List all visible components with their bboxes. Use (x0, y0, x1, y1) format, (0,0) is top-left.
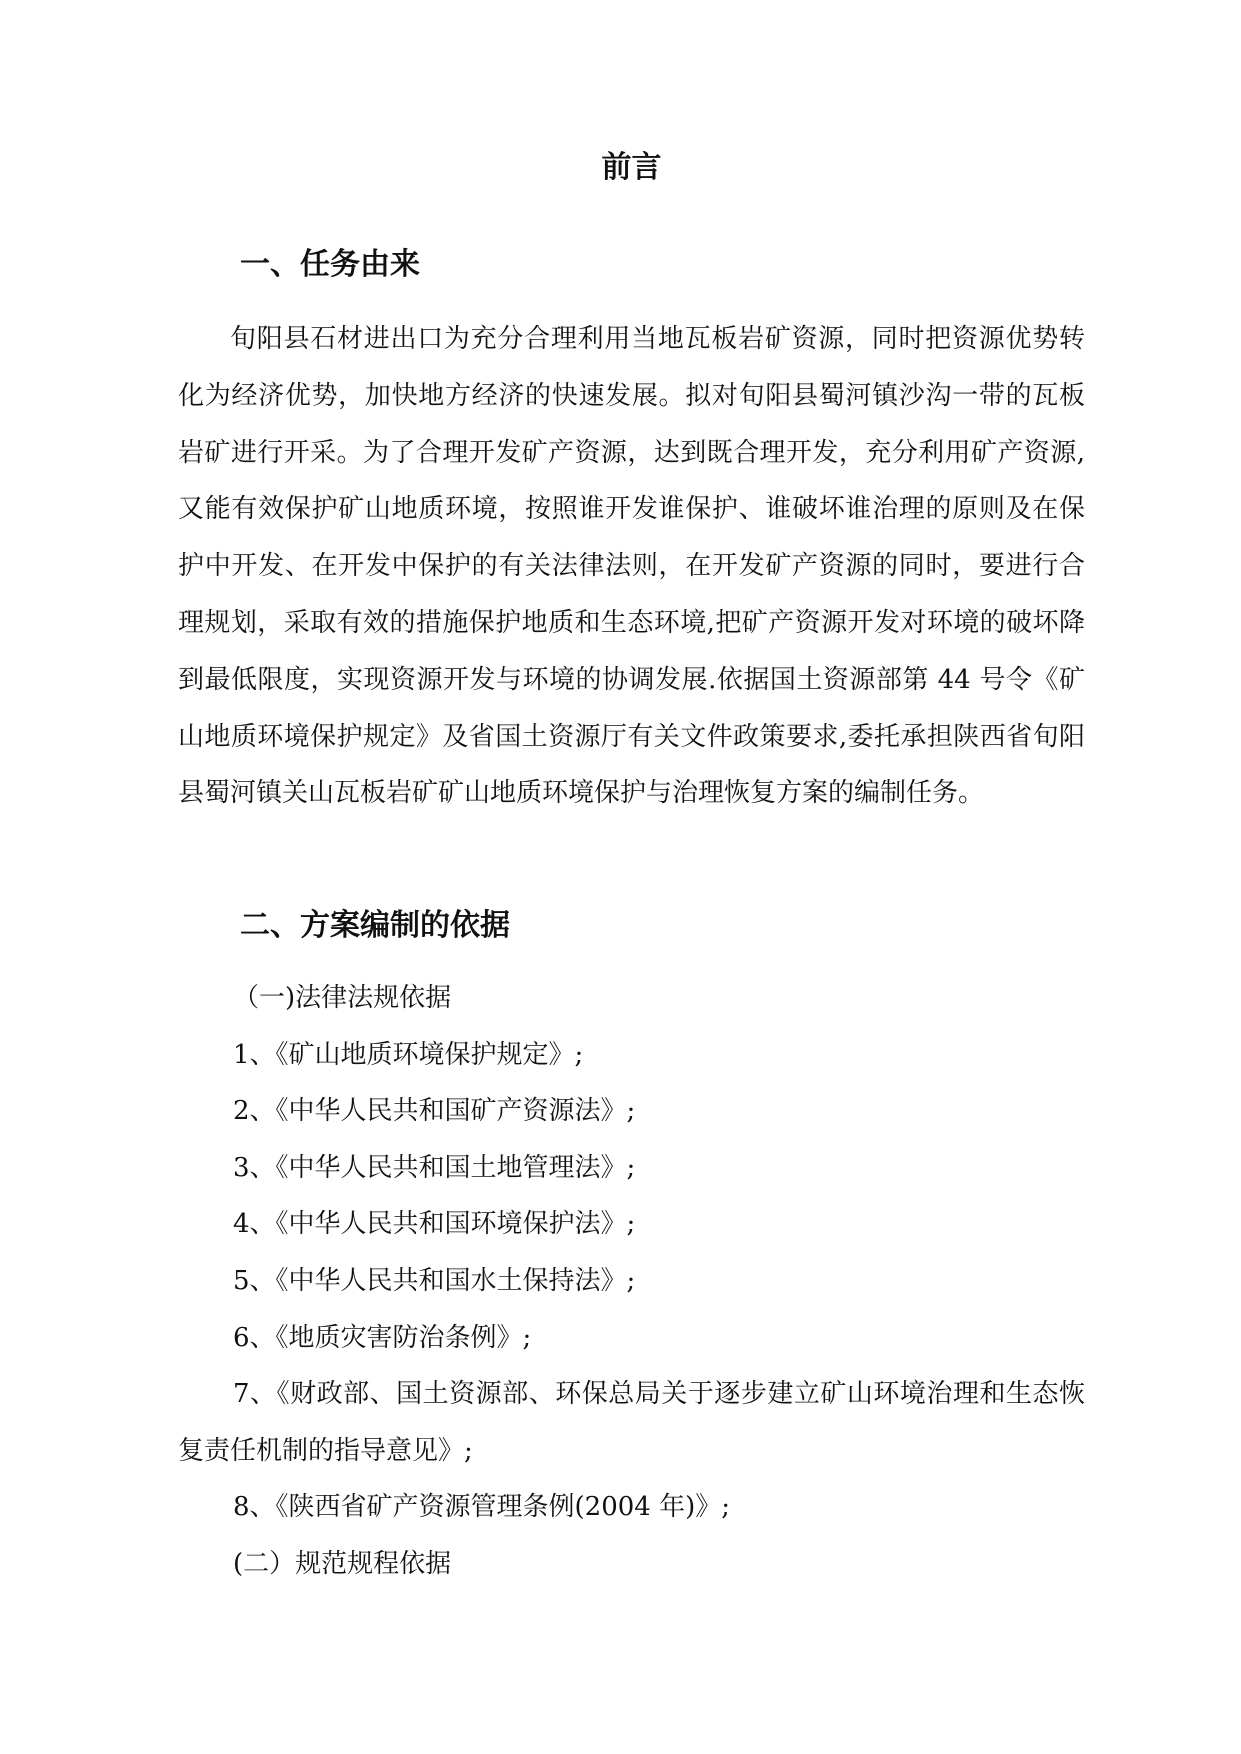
page-title: 前言 (601, 150, 662, 185)
list-item: 7、《财政部、国土资源部、环保总局关于逐步建立矿山环境治理和生态恢复责任机制的指导意见》; (178, 1379, 1085, 1466)
basis-list (178, 970, 1085, 1593)
list-item: 8、《陕西省矿产资源管理条例(2004 年)》; (233, 1492, 731, 1523)
list-item: 4、《中华人民共和国环境保护法》; (233, 1209, 636, 1240)
document-page (178, 0, 1085, 1754)
section-heading-task-origin: 一、任务由来 (240, 247, 420, 282)
list-item: 6、《地质灾害防治条例》; (233, 1322, 532, 1353)
list-item: 1、《矿山地质环境保护规定》; (233, 1039, 584, 1070)
task-origin-paragraph: 旬阳县石材进出口为充分合理利用当地瓦板岩矿资源，同时把资源优势转化为经济优势，加快地方经济的快速发展。拟对旬阳县蜀河镇沙沟一带的瓦板岩矿进行开采。为了合理开发矿产资源，达到既合理开发，充分利用矿产资源,又能有效保护矿山地质环境，按照谁开发谁保护、谁破坏谁治理的原则及在保护中开发、在开发中保护的有关法律法则，在开发矿产资源的同时，要进行合理规划，采取有效的措施保护地质和生态环境,把矿产资源开发对环境的破坏降到最低限度，实现资源开发与环境的协调发展.依据国土资源部第 44 号令《矿山地质环境保护规定》及省国土资源厅有关文件政策要求,委托承担陕西省旬阳县蜀河镇关山瓦板岩矿矿山地质环境保护与治理恢复方案的编制任务。 (178, 324, 1085, 809)
list-item: 3、《中华人民共和国土地管理法》; (233, 1152, 636, 1183)
subsection-laws: （一)法律法规依据 (233, 983, 452, 1013)
section-heading-basis: 二、方案编制的依据 (240, 908, 510, 943)
list-item: 5、《中华人民共和国水土保持法》; (233, 1265, 636, 1296)
list-item: 2、《中华人民共和国矿产资源法》; (233, 1096, 636, 1127)
subsection-standards: (二）规范规程依据 (233, 1548, 452, 1579)
